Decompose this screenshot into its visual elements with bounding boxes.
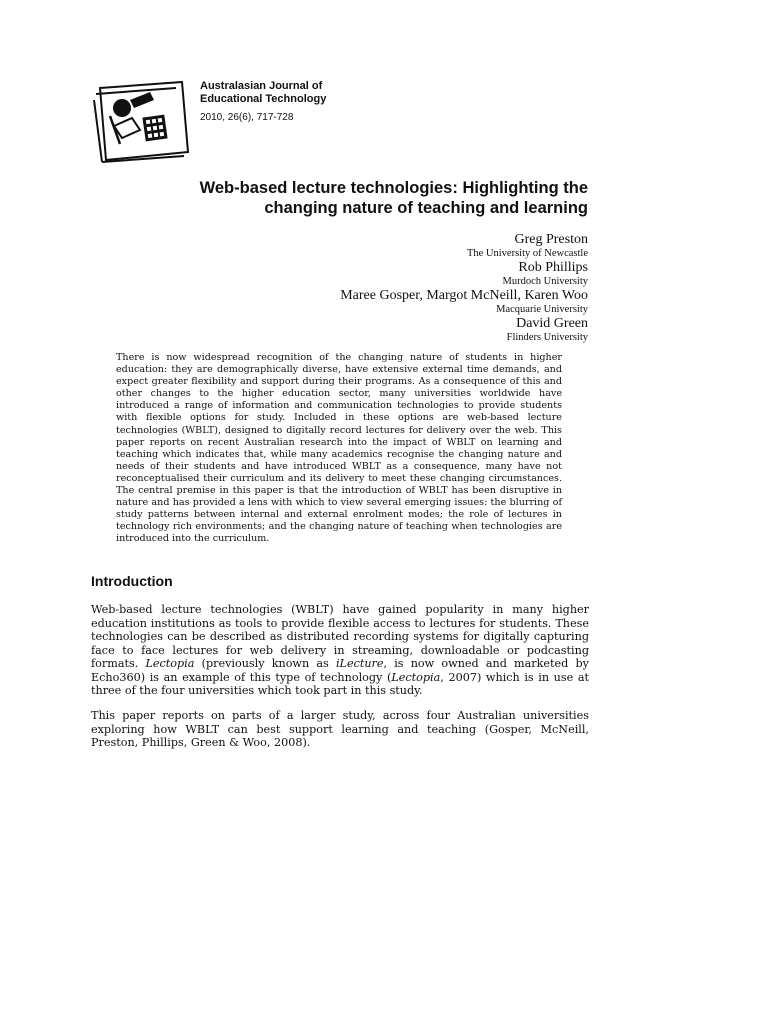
author-name: Greg Preston xyxy=(514,232,588,247)
author-affiliation: Macquarie University xyxy=(496,304,588,315)
journal-name xyxy=(200,80,326,106)
paper-title xyxy=(108,178,588,218)
author-name: Maree Gosper, Margot McNeill, Karen Woo xyxy=(340,288,588,303)
introduction-paragraph-2: This paper reports on parts of a larger study, across four Australian universities exploring how WBLT can best support learning and teaching (Gosper, McNeill, Preston, Phillips, Green & Woo, 2008). xyxy=(91,709,589,749)
author-affiliation: Flinders University xyxy=(506,332,588,343)
product-name: Lectopia xyxy=(391,670,441,684)
title-line1: Web-based lecture technologies: Highlighting the xyxy=(199,179,588,197)
journal-name-line2: Educational Technology xyxy=(200,93,327,105)
introduction-paragraph-1 xyxy=(91,603,589,698)
section-heading-introduction: Introduction xyxy=(91,573,173,589)
product-name: Lectopia xyxy=(145,657,195,670)
journal-logo xyxy=(92,78,192,164)
text-run: , 2007) which is in use at three of the four universities which took part in this study. xyxy=(91,670,589,697)
author-list xyxy=(168,232,588,344)
author-affiliation: The University of Newcastle xyxy=(466,248,588,259)
text-run: Web-based lecture technologies (WBLT) have gained popularity in many higher education institutions as tools to provide flexible access to lectures for students. These technologies can be described as distributed recording systems for digitally capturing face to face lectures for web delivery in streaming, downloadable or podcasting formats. xyxy=(91,603,589,670)
journal-reference: 2010, 26(6), 717-728 xyxy=(200,112,294,123)
abstract: There is now widespread recognition of the changing nature of students in higher education: they are demographically diverse, have extensive external time demands, and expect greater flexibility and support during their programs. As a consequence of this and other changes to the higher education sector, many universities worldwide have introduced a range of information and communication technologies to provide students with flexible options for study. Included in these options are web-based lecture technologies (WBLT), designed to digitally record lectures for delivery over the web. This paper reports on recent Australian research into the impact of WBLT on learning and teaching which indicates that, while many academics recognise the changing nature and needs of their students and have introduced WBLT as a consequence, many have not reconceptualised their curriculum and its delivery to meet these changing circumstances. The central premise in this paper is that the introduction of WBLT has been disruptive in nature and has provided a lens with which to view several emerging issues: the blurring of study patterns between internal and external enrolment modes; the role of lectures in technology rich environments; and the changing nature of teaching when technologies are introduced into the curriculum. xyxy=(116,352,562,545)
journal-name-line1: Australasian Journal of xyxy=(200,80,323,92)
title-line2: changing nature of teaching and learning xyxy=(264,199,588,217)
author-affiliation: Murdoch University xyxy=(502,276,588,287)
product-name: iLecture xyxy=(335,657,384,670)
text-run: (previously known as xyxy=(194,657,336,670)
text-run: , is now owned and marketed by Echo360) is an example of this type of technology ( xyxy=(91,657,589,684)
author-name: Rob Phillips xyxy=(518,260,588,275)
author-name: David Green xyxy=(516,316,588,331)
